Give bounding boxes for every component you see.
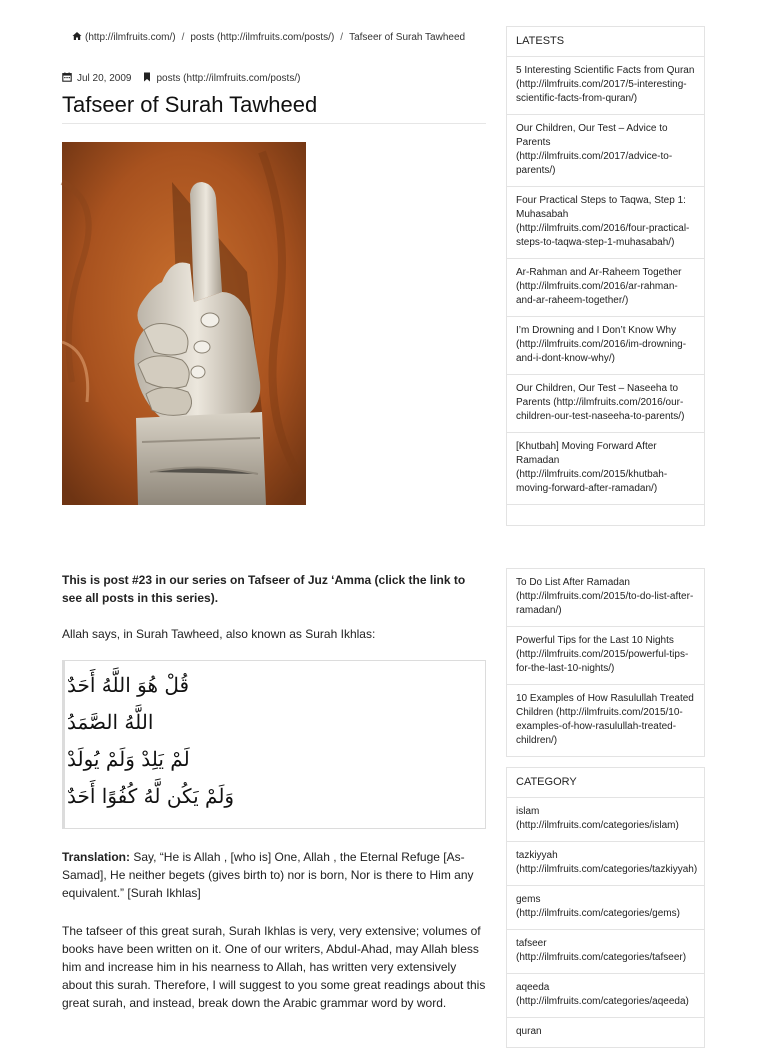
latest-post-link[interactable]: Ar-Rahman and Ar-Raheem Together (http://ilmfruits.com/2016/ar-rahman-and-ar-raheem-together/)	[507, 259, 704, 317]
bookmark-icon	[142, 72, 157, 85]
translation-label: Translation:	[62, 850, 131, 864]
category-link[interactable]: tazkiyyah (http://ilmfruits.com/categories/tazkiyyah)	[507, 842, 704, 886]
breadcrumb-separator: /	[181, 32, 185, 43]
category-link[interactable]: islam (http://ilmfruits.com/categories/islam)	[507, 798, 704, 842]
latests-widget	[506, 26, 705, 526]
latests-title: LATESTS	[507, 27, 704, 57]
post-meta	[62, 72, 300, 85]
more-posts-widget	[506, 568, 705, 757]
title-divider	[62, 123, 486, 124]
widget-spacer	[507, 505, 704, 525]
ayah-line: قُلْ هُوَ اللَّهُ أَحَدٌ	[67, 673, 190, 697]
translation-paragraph	[62, 848, 486, 902]
intro-paragraph: Allah says, in Surah Tawheed, also known as Surah Ikhlas:	[62, 627, 376, 641]
post-image	[62, 142, 306, 505]
latest-post-link[interactable]: Our Children, Our Test – Advice to Parents (http://ilmfruits.com/2017/advice-to-parents/)	[507, 115, 704, 187]
latest-post-link[interactable]: [Khutbah] Moving Forward After Ramadan (http://ilmfruits.com/2015/khutbah-moving-forward-after-ramadan/)	[507, 433, 704, 505]
series-intro[interactable]: This is post #23 in our series on Tafseer of Juz ‘Amma (click the link to see all posts in this series).	[62, 573, 466, 605]
latest-post-link[interactable]: To Do List After Ramadan (http://ilmfruits.com/2015/to-do-list-after-ramadan/)	[507, 569, 704, 627]
latest-post-link[interactable]: 10 Examples of How Rasulullah Treated Children (http://ilmfruits.com/2015/10-examples-of-how-rasulullah-treated-children/)	[516, 693, 694, 746]
category-widget	[506, 767, 705, 1048]
latest-post-link[interactable]: Powerful Tips for the Last 10 Nights (http://ilmfruits.com/2015/powerful-tips-for-the-last-10-nights/)	[507, 627, 704, 685]
post-category-link[interactable]: posts (http://ilmfruits.com/posts/)	[156, 73, 301, 84]
home-icon[interactable]	[72, 31, 85, 44]
category-title: CATEGORY	[507, 768, 704, 798]
category-link[interactable]: quran	[516, 1026, 542, 1037]
calendar-icon	[62, 72, 77, 85]
ayah-line: وَلَمْ يَكُن لَّهُ كُفُوًا أَحَدٌ	[67, 784, 235, 808]
latest-post-link[interactable]: 5 Interesting Scientific Facts from Quran (http://ilmfruits.com/2017/5-interesting-scientific-facts-from-quran/)	[507, 57, 704, 115]
category-link[interactable]: aqeeda (http://ilmfruits.com/categories/aqeeda)	[507, 974, 704, 1018]
ayah-line: لَمْ يَلِدْ وَلَمْ يُولَدْ	[67, 747, 190, 771]
quran-quote	[62, 660, 486, 829]
breadcrumb-current: Tafseer of Surah Tawheed	[349, 32, 466, 43]
tafseer-paragraph: The tafseer of this great surah, Surah Ikhlas is very, very extensive; volumes of books have been written on it. One of our writers, Abdul-Ahad, may Allah bless him and increase him in his nearness to Allah, has written very extensively about this surah. Therefore, I will suggest to you some great readings about this great surah, and instead, break down the Arabic grammar word by word.	[62, 924, 486, 1010]
breadcrumb-home-link[interactable]: (http://ilmfruits.com/)	[85, 32, 176, 43]
latest-post-link[interactable]: I’m Drowning and I Don’t Know Why (http://ilmfruits.com/2016/im-drowning-and-i-dont-know-why/)	[507, 317, 704, 375]
latest-post-link[interactable]: Four Practical Steps to Taqwa, Step 1: Muhasabah (http://ilmfruits.com/2016/four-practical-steps-to-taqwa-step-1-muhasabah/)	[507, 187, 704, 259]
breadcrumb-posts-link[interactable]: posts (http://ilmfruits.com/posts/)	[190, 32, 335, 43]
post-date: Jul 20, 2009	[77, 73, 132, 84]
ayah-line: اللَّهُ الصَّمَدُ	[67, 710, 154, 734]
breadcrumb	[72, 31, 465, 44]
page-title: Tafseer of Surah Tawheed	[62, 92, 318, 117]
category-link[interactable]: tafseer (http://ilmfruits.com/categories/tafseer)	[507, 930, 704, 974]
translation-text: Say, “He is Allah , [who is] One, Allah , the Eternal Refuge [As-Samad], He neither begets (gives birth to) nor is born, Nor is there to Him any equivalent.” [Surah Ikhlas]	[62, 850, 474, 900]
breadcrumb-separator: /	[340, 32, 344, 43]
latest-post-link[interactable]: Our Children, Our Test – Naseeha to Parents (http://ilmfruits.com/2016/our-children-our-test-naseeha-to-parents/)	[507, 375, 704, 433]
category-link[interactable]: gems (http://ilmfruits.com/categories/gems)	[507, 886, 704, 930]
